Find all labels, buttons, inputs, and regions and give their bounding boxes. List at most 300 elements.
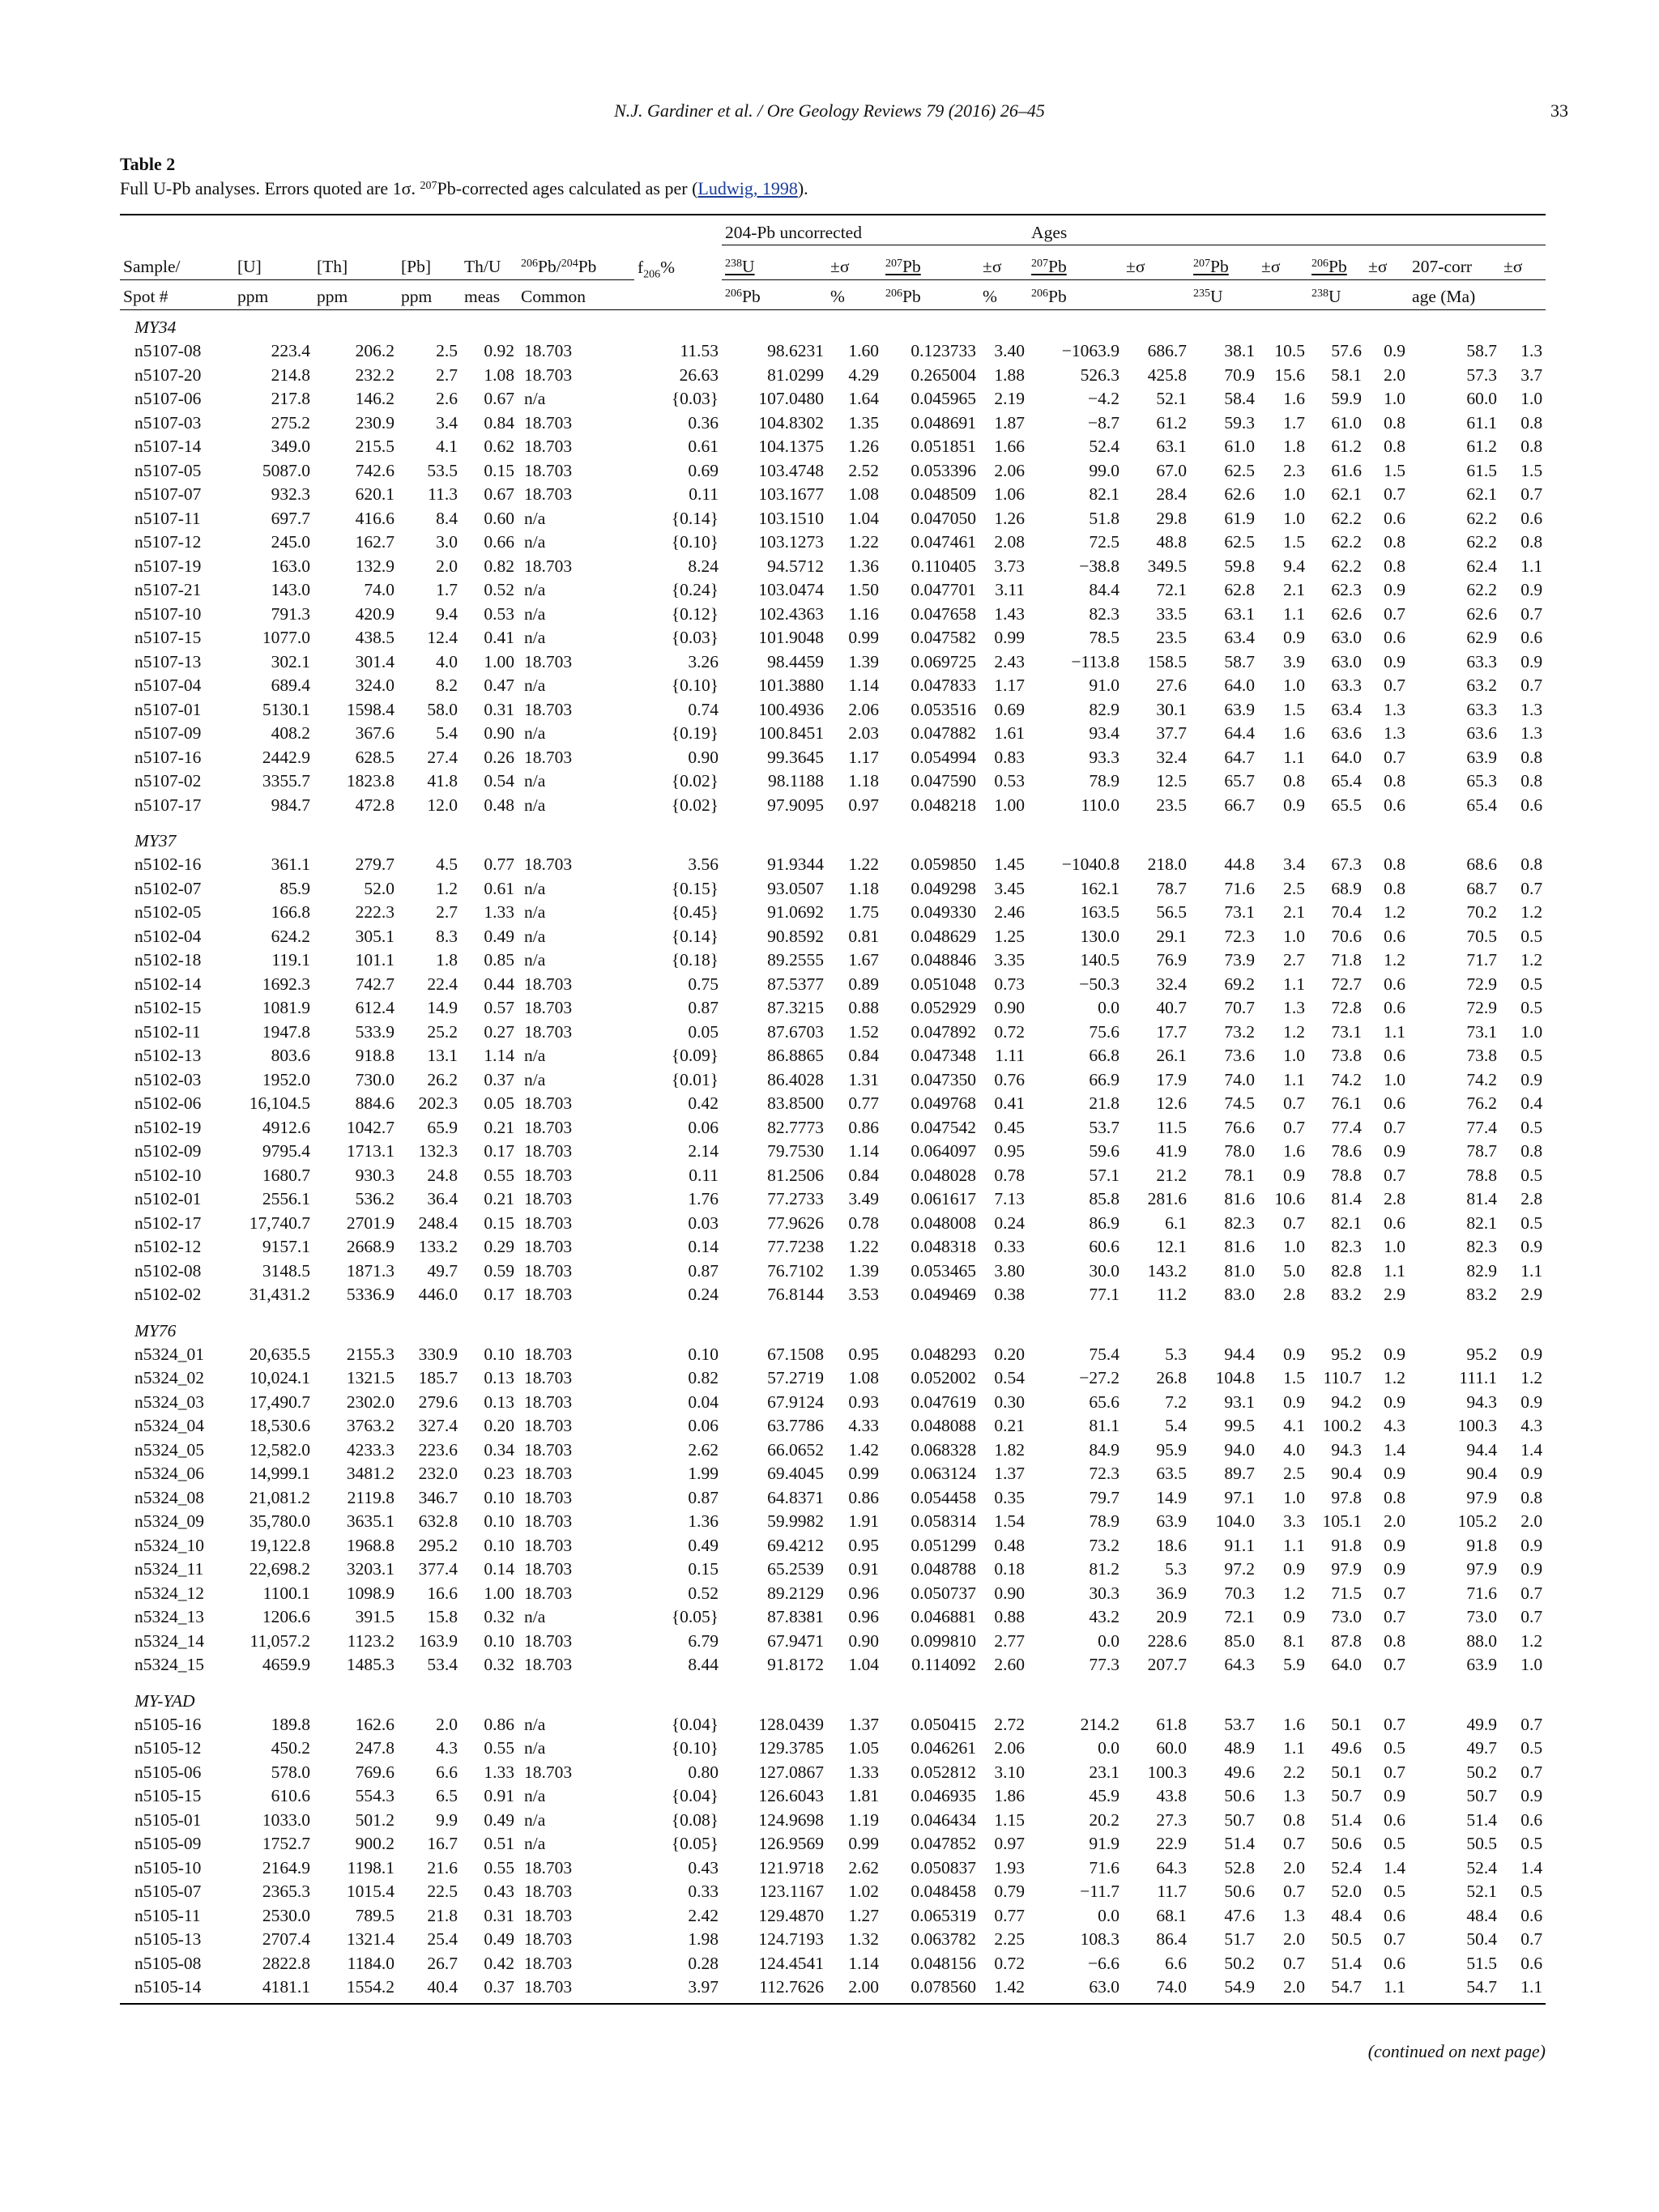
table-cell: 2.03 (848, 723, 880, 743)
table-cell: 0.7 (1384, 1165, 1406, 1185)
head-pb: [Pb] (398, 245, 461, 280)
table-cell: 95.9 (1156, 1439, 1188, 1460)
table-cell: 98.6231 (767, 341, 825, 360)
table-cell: n/a (524, 878, 546, 898)
table-cell: 1.1 (1520, 1260, 1543, 1281)
table-cell: {0.05} (671, 1834, 719, 1853)
table-cell: 0.8 (1520, 1487, 1543, 1507)
table-cell: 4.5 (436, 855, 458, 874)
table-cell: 1692.3 (262, 974, 310, 994)
table-cell: 17.9 (1156, 1069, 1188, 1089)
table-cell: 223.6 (418, 1439, 458, 1460)
table-cell: 94.4 (1466, 1439, 1498, 1460)
table-cell: 1.7 (1283, 412, 1306, 433)
table-cell: 54.7 (1308, 1975, 1365, 2004)
table-cell: 84.9 (1089, 1439, 1120, 1460)
table-cell: 0.9 (1384, 651, 1406, 671)
spot-id: n5107-17 (134, 795, 202, 815)
table-cell: 1.2 (1283, 1021, 1306, 1042)
table-cell: 81.4 (1466, 1189, 1498, 1208)
table-cell: 126.6043 (758, 1786, 825, 1805)
spot-id: n5324_02 (134, 1368, 204, 1387)
table-cell: 0.046881 (911, 1607, 977, 1626)
spot-id: n5102-17 (134, 1213, 202, 1233)
table-cell: 51.4 (1331, 1809, 1363, 1830)
table-cell: 0.24 (994, 1213, 1026, 1233)
table-cell: 62.6 (1466, 603, 1498, 624)
table-cell: 18.703 (524, 1630, 573, 1651)
table-cell: 0.048788 (911, 1559, 977, 1579)
table-row (120, 674, 1546, 698)
table-row (120, 948, 1546, 973)
spot-id: n5324_11 (134, 1559, 204, 1579)
table-cell: 4.33 (848, 1416, 880, 1435)
table-cell: 2.5 (1283, 878, 1306, 898)
table-cell: 3148.5 (262, 1260, 310, 1281)
table-cell: 73.8 (1331, 1046, 1363, 1065)
table-cell: 0.047658 (911, 603, 977, 624)
table-cell: 0.6 (1384, 508, 1406, 528)
table-cell: 0.048088 (911, 1416, 977, 1435)
table-cell: 1.39 (848, 651, 880, 671)
table-cell: 1321.4 (346, 1929, 394, 1949)
table-cell: 0.78 (848, 1213, 880, 1233)
table-cell: 3.56 (688, 855, 719, 874)
table-cell: 0.86 (848, 1487, 880, 1507)
continued-note: (continued on next page) (1367, 2041, 1546, 2061)
table-cell: 26.7 (427, 1953, 458, 1973)
table-cell: 103.1273 (758, 532, 825, 552)
table-cell: 98.1188 (767, 771, 825, 791)
table-cell: 64.0 (1224, 676, 1256, 695)
table-cell: 0.053396 (911, 460, 977, 480)
table-cell: 0.42 (688, 1093, 719, 1113)
table-cell: 438.5 (355, 628, 394, 647)
table-cell: 72.7 (1331, 974, 1363, 994)
table-cell: 0.9 (1384, 341, 1406, 360)
table-cell: 111.1 (1459, 1368, 1498, 1387)
table-cell: 2.08 (994, 532, 1026, 552)
spot-id: n5324_12 (134, 1583, 204, 1603)
table-cell: 112.7626 (722, 1975, 827, 2004)
spot-id: n5105-15 (134, 1786, 202, 1805)
table-cell: 101.1 (355, 950, 394, 970)
table-cell: 87.5377 (767, 974, 825, 994)
table-cell: 0.6 (1520, 1905, 1543, 1925)
table-cell: 0.9 (1384, 1344, 1406, 1364)
table-cell: 0.85 (484, 950, 514, 970)
table-cell: 1.14 (848, 676, 880, 695)
table-cell: 86.4 (1156, 1929, 1188, 1949)
table-cell: 0.065319 (911, 1905, 977, 1925)
table-cell: 18.703 (524, 1583, 573, 1603)
table-cell: 0.047882 (911, 723, 977, 743)
table-cell: 0.99 (848, 1464, 880, 1483)
table-cell: 75.6 (1089, 1021, 1120, 1042)
table-cell: 0.9 (1283, 1165, 1306, 1185)
table-cell: 77.2733 (767, 1189, 825, 1208)
caption-text-after: ). (797, 178, 808, 198)
table-cell: 2.19 (994, 389, 1026, 408)
spot-id: n5102-19 (134, 1117, 202, 1137)
table-cell: 48.4 (1331, 1905, 1363, 1925)
table-cell: 82.1 (1466, 1213, 1498, 1233)
table-cell: 18.703 (524, 1117, 573, 1137)
table-cell: 0.123733 (911, 341, 977, 360)
table-row (120, 769, 1546, 794)
table-cell: 0.34 (484, 1439, 514, 1460)
table-cell: 2.77 (994, 1630, 1026, 1651)
table-cell: 12.0 (427, 795, 458, 815)
table-cell: 2.9 (1384, 1285, 1406, 1304)
spot-id: n5107-09 (134, 723, 202, 743)
table-cell: 1.1 (1283, 1535, 1306, 1555)
table-cell: 245.0 (271, 532, 310, 552)
table-cell: 110.7 (1323, 1368, 1363, 1387)
table-cell: n/a (524, 1786, 546, 1805)
table-row (120, 1021, 1546, 1045)
table-cell: 67.9471 (767, 1630, 825, 1651)
table-cell: 2530.0 (262, 1905, 310, 1925)
table-cell: 50.2 (1224, 1953, 1256, 1973)
table-cell: 0.048629 (911, 926, 977, 946)
table-cell: 61.2 (1156, 412, 1188, 433)
table-cell: 0.7 (1520, 676, 1543, 695)
table-cell: 0.27 (484, 1021, 514, 1042)
spot-id: n5105-12 (134, 1738, 202, 1758)
table-cell: 0.7 (1520, 484, 1543, 504)
head-pm-4: ±σ (1258, 245, 1308, 280)
table-cell: 94.5712 (767, 556, 825, 576)
table-cell: 0.48 (994, 1535, 1026, 1555)
table-cell: 1.36 (688, 1511, 719, 1531)
table-cell: 0.8 (1283, 771, 1306, 791)
table-cell: 2164.9 (262, 1857, 310, 1877)
table-cell: 0.064097 (911, 1141, 977, 1161)
table-cell: 1.17 (994, 676, 1026, 695)
table-row (120, 459, 1546, 484)
table-cell: 74.0 (364, 580, 394, 599)
table-cell: 35,780.0 (249, 1511, 310, 1531)
table-cell: 71.6 (1224, 878, 1256, 898)
table-cell: 1100.1 (262, 1583, 310, 1603)
table-cell: 0.7 (1283, 1882, 1306, 1901)
table-cell: 2.8 (1283, 1285, 1306, 1304)
table-cell: 0.61 (688, 437, 719, 456)
head-pm-2: ±σ (979, 245, 1028, 280)
table-cell: 0.8 (1283, 1809, 1306, 1830)
group-header-row (120, 215, 1546, 245)
table-cell: 3355.7 (262, 771, 310, 791)
table-cell: 1321.5 (346, 1368, 394, 1387)
table-cell: 71.7 (1466, 950, 1498, 970)
head-207pb-206pb: $^{207}$Pb (882, 245, 979, 280)
table-cell: 51.4 (1466, 1809, 1498, 1830)
table-cell: 628.5 (355, 747, 394, 767)
table-cell: 1.81 (848, 1786, 880, 1805)
table-row (120, 411, 1546, 436)
table-cell: 93.4 (1089, 723, 1120, 743)
table-cell: 0.047050 (911, 508, 977, 528)
table-cell: 104.8302 (758, 412, 825, 433)
table-cell: 1.2 (1384, 950, 1406, 970)
table-cell: 1.11 (995, 1046, 1026, 1065)
table-cell: 0.8 (1384, 1487, 1406, 1507)
table-cell: 66.0652 (767, 1439, 825, 1460)
table-cell: 59.6 (1089, 1141, 1120, 1161)
table-cell: 162.7 (355, 532, 394, 552)
table-row (120, 1212, 1546, 1236)
table-cell: 1.61 (994, 723, 1026, 743)
table-cell: 12.1 (1156, 1237, 1188, 1256)
table-cell: 1.87 (994, 412, 1026, 433)
table-cell: 51.4 (1331, 1953, 1363, 1973)
table-cell: 18.703 (524, 412, 573, 433)
table-cell: 1.35 (848, 412, 880, 433)
table-cell: 27.4 (427, 747, 458, 767)
table-cell: 36.9 (1156, 1583, 1188, 1603)
table-cell: 21.6 (427, 1857, 458, 1877)
table-cell: {0.10} (671, 676, 719, 695)
table-cell: 54.7 (1409, 1975, 1500, 2004)
citation-link[interactable]: Ludwig, 1998 (697, 178, 798, 198)
head-sample: Sample/ (120, 245, 234, 280)
table-cell: 0.047461 (911, 532, 977, 552)
table-cell: 1.1 (1520, 556, 1543, 576)
table-cell: 1.3 (1283, 998, 1306, 1017)
table-cell: 50.2 (1466, 1762, 1498, 1782)
table-cell: 74.0 (1224, 1069, 1256, 1089)
table-cell: 62.9 (1466, 628, 1498, 647)
table-cell: 1.1 (1283, 974, 1306, 994)
table-cell: 0.053516 (911, 699, 977, 719)
table-cell: 1.0 (1520, 389, 1543, 408)
table-cell: 932.3 (271, 484, 310, 504)
table-cell: 18.703 (524, 1559, 573, 1579)
head-th-unit: ppm (317, 287, 348, 306)
table-cell: 107.0480 (758, 389, 825, 408)
head-spot: Spot # (123, 287, 168, 306)
table-cell: 0.7 (1520, 1762, 1543, 1782)
table-cell: 0.7 (1520, 878, 1543, 898)
table-cell: 0.8 (1384, 855, 1406, 874)
table-cell: 0.5 (1520, 1882, 1543, 1901)
table-cell: 0.8 (1384, 878, 1406, 898)
table-cell: 83.0 (1224, 1285, 1256, 1304)
table-cell: 526.3 (1080, 364, 1120, 385)
table-cell: 1.54 (994, 1511, 1026, 1531)
table-cell: 97.2 (1224, 1559, 1256, 1579)
table-cell: 26.2 (427, 1069, 458, 1089)
table-cell: 217.8 (271, 389, 310, 408)
table-cell: 104.8 (1215, 1368, 1256, 1387)
table-cell: 0.7 (1384, 1762, 1406, 1782)
table-cell: 50.4 (1466, 1929, 1498, 1949)
head-age-206-238: $^{206}$Pb (1308, 245, 1365, 280)
table-cell: 0.75 (688, 974, 719, 994)
table-cell: 769.6 (355, 1762, 394, 1782)
table-cell: 1.82 (994, 1439, 1026, 1460)
table-cell: 0.7 (1384, 1607, 1406, 1626)
table-caption (120, 178, 808, 199)
table-cell: 62.2 (1331, 532, 1363, 552)
table-cell: 93.1 (1224, 1392, 1256, 1412)
table-cell: 218.0 (1147, 855, 1188, 874)
table-cell: 17,490.7 (249, 1392, 310, 1412)
table-cell: 77.4 (1466, 1117, 1498, 1137)
table-cell: 76.7102 (767, 1260, 825, 1281)
table-cell: 0.099810 (911, 1630, 977, 1651)
table-cell: 23.5 (1156, 795, 1188, 815)
table-cell: 1.33 (484, 1762, 514, 1782)
table-cell: 0.48 (484, 795, 514, 815)
table-cell: 0.047701 (911, 580, 977, 599)
table-cell: 73.0 (1331, 1607, 1363, 1626)
table-cell: 0.7 (1520, 1929, 1543, 1949)
table-cell: 1968.8 (346, 1535, 394, 1555)
table-cell: n/a (524, 676, 546, 695)
table-cell: 1485.3 (346, 1655, 394, 1674)
table-cell: 6.5 (436, 1786, 458, 1805)
table-cell: 1.88 (994, 364, 1026, 385)
table-cell: 1033.0 (262, 1809, 310, 1830)
table-cell: 79.7 (1089, 1487, 1120, 1507)
table-cell: 86.8865 (767, 1046, 825, 1065)
table-cell: 1.98 (688, 1929, 719, 1949)
table-cell: 0.87 (688, 1260, 719, 1281)
table-cell: 90.4 (1331, 1464, 1363, 1483)
table-cell: 123.1167 (759, 1882, 825, 1901)
table-cell: 89.2129 (767, 1583, 825, 1603)
table-cell: 68.7 (1466, 878, 1498, 898)
group-uncorrected: 204-Pb uncorrected (722, 215, 1028, 245)
table-cell: 18.703 (524, 1141, 573, 1161)
table-cell: 2.7 (436, 902, 458, 922)
table-cell: 77.4 (1331, 1117, 1363, 1137)
table-cell: 0.9 (1520, 1392, 1543, 1412)
table-row (120, 1140, 1546, 1164)
table-cell: 0.92 (484, 341, 514, 360)
table-cell: 18.703 (524, 747, 573, 767)
table-cell: 63.7786 (767, 1416, 825, 1435)
table-cell: 65.3 (1466, 771, 1498, 791)
table-cell: 0.53 (994, 771, 1026, 791)
table-cell: 1.99 (688, 1464, 719, 1483)
table-row (120, 1283, 1546, 1307)
table-cell: 5087.0 (262, 460, 310, 480)
table-cell: 100.3 (1457, 1416, 1498, 1435)
table-cell: 25.2 (427, 1021, 458, 1042)
table-cell: 62.6 (1224, 484, 1256, 504)
table-cell: 0.81 (848, 926, 880, 946)
table-cell: 30.3 (1089, 1583, 1120, 1603)
table-cell: 1.5 (1283, 1368, 1306, 1387)
table-cell: 324.0 (355, 676, 394, 695)
table-cell: 58.4 (1224, 389, 1256, 408)
table-cell: 1.75 (848, 902, 880, 922)
table-cell: 1.60 (848, 341, 880, 360)
table-row (120, 1092, 1546, 1116)
table-cell: 63.0 (1331, 628, 1363, 647)
spot-id: n5107-04 (134, 676, 202, 695)
table-cell: 3.35 (994, 950, 1026, 970)
spot-id: n5102-14 (134, 974, 202, 994)
table-cell: 1752.7 (262, 1834, 310, 1853)
table-cell: 130.0 (1080, 926, 1120, 946)
table-cell: 930.3 (355, 1165, 394, 1185)
table-cell: 97.1 (1224, 1487, 1256, 1507)
table-cell: 11.3 (428, 484, 458, 504)
table-cell: 100.8451 (758, 723, 825, 743)
table-cell: 1.14 (848, 1141, 880, 1161)
table-cell: 0.7 (1384, 603, 1406, 624)
table-cell: 2.0 (436, 556, 458, 576)
table-cell: 0.7 (1520, 1714, 1543, 1734)
table-cell: 18.703 (524, 460, 573, 480)
table-cell: 63.9 (1156, 1511, 1188, 1531)
table-cell: 346.7 (418, 1487, 458, 1507)
table-cell: 73.0 (1466, 1607, 1498, 1626)
table-cell: 281.6 (1147, 1189, 1188, 1208)
table-cell: 327.4 (418, 1416, 458, 1435)
table-cell: n/a (524, 902, 546, 922)
spot-id: n5107-14 (134, 437, 202, 456)
table-row (120, 1438, 1546, 1463)
table-cell: 0.20 (484, 1416, 514, 1435)
table-cell: 0.069725 (911, 651, 977, 671)
table-cell: 4233.3 (346, 1439, 394, 1460)
table-cell: 2.72 (994, 1714, 1026, 1734)
table-cell: 0.9 (1384, 1786, 1406, 1805)
table-cell: 0.053465 (911, 1260, 977, 1281)
table-cell: 0.7 (1384, 676, 1406, 695)
page-number: 33 (1550, 100, 1568, 121)
table-cell: 86.9 (1089, 1213, 1120, 1233)
table-cell: 132.9 (355, 556, 394, 576)
table-cell: 2.52 (848, 460, 880, 480)
table-cell: 3.7 (1520, 364, 1543, 385)
table-cell: 64.8371 (767, 1487, 825, 1507)
spot-id: n5102-08 (134, 1260, 202, 1281)
table-cell: 0.9 (1283, 628, 1306, 647)
table-cell: 0.15 (688, 1559, 719, 1579)
table-cell: 18.703 (524, 1189, 573, 1208)
table-row (120, 1235, 1546, 1259)
table-cell: 0.9 (1520, 1464, 1543, 1483)
table-cell: 0.36 (688, 412, 719, 433)
table-cell: 420.9 (355, 603, 394, 624)
table-cell: 72.3 (1224, 926, 1256, 946)
table-cell: 0.37 (484, 1069, 514, 1089)
table-cell: 2.62 (848, 1857, 880, 1877)
table-cell: 18.703 (524, 1762, 573, 1782)
table-cell: 61.1 (1466, 412, 1498, 433)
table-cell: 0.90 (994, 1583, 1026, 1603)
table-cell: 50.1 (1331, 1762, 1363, 1782)
table-row (120, 1856, 1546, 1881)
table-cell: 3.11 (995, 580, 1026, 599)
table-cell: 2.06 (994, 460, 1026, 480)
table-cell: 0.5 (1520, 1046, 1543, 1065)
table-cell: 1.2 (1520, 950, 1543, 970)
table-cell: 124.7193 (758, 1929, 825, 1949)
table-cell: 0.9 (1283, 1559, 1306, 1579)
table-cell: 62.1 (1331, 484, 1363, 504)
table-cell: 1184.0 (347, 1953, 394, 1973)
table-cell: 31,431.2 (249, 1285, 310, 1304)
table-cell: 8.44 (688, 1655, 719, 1674)
table-cell: 91.8 (1466, 1535, 1498, 1555)
